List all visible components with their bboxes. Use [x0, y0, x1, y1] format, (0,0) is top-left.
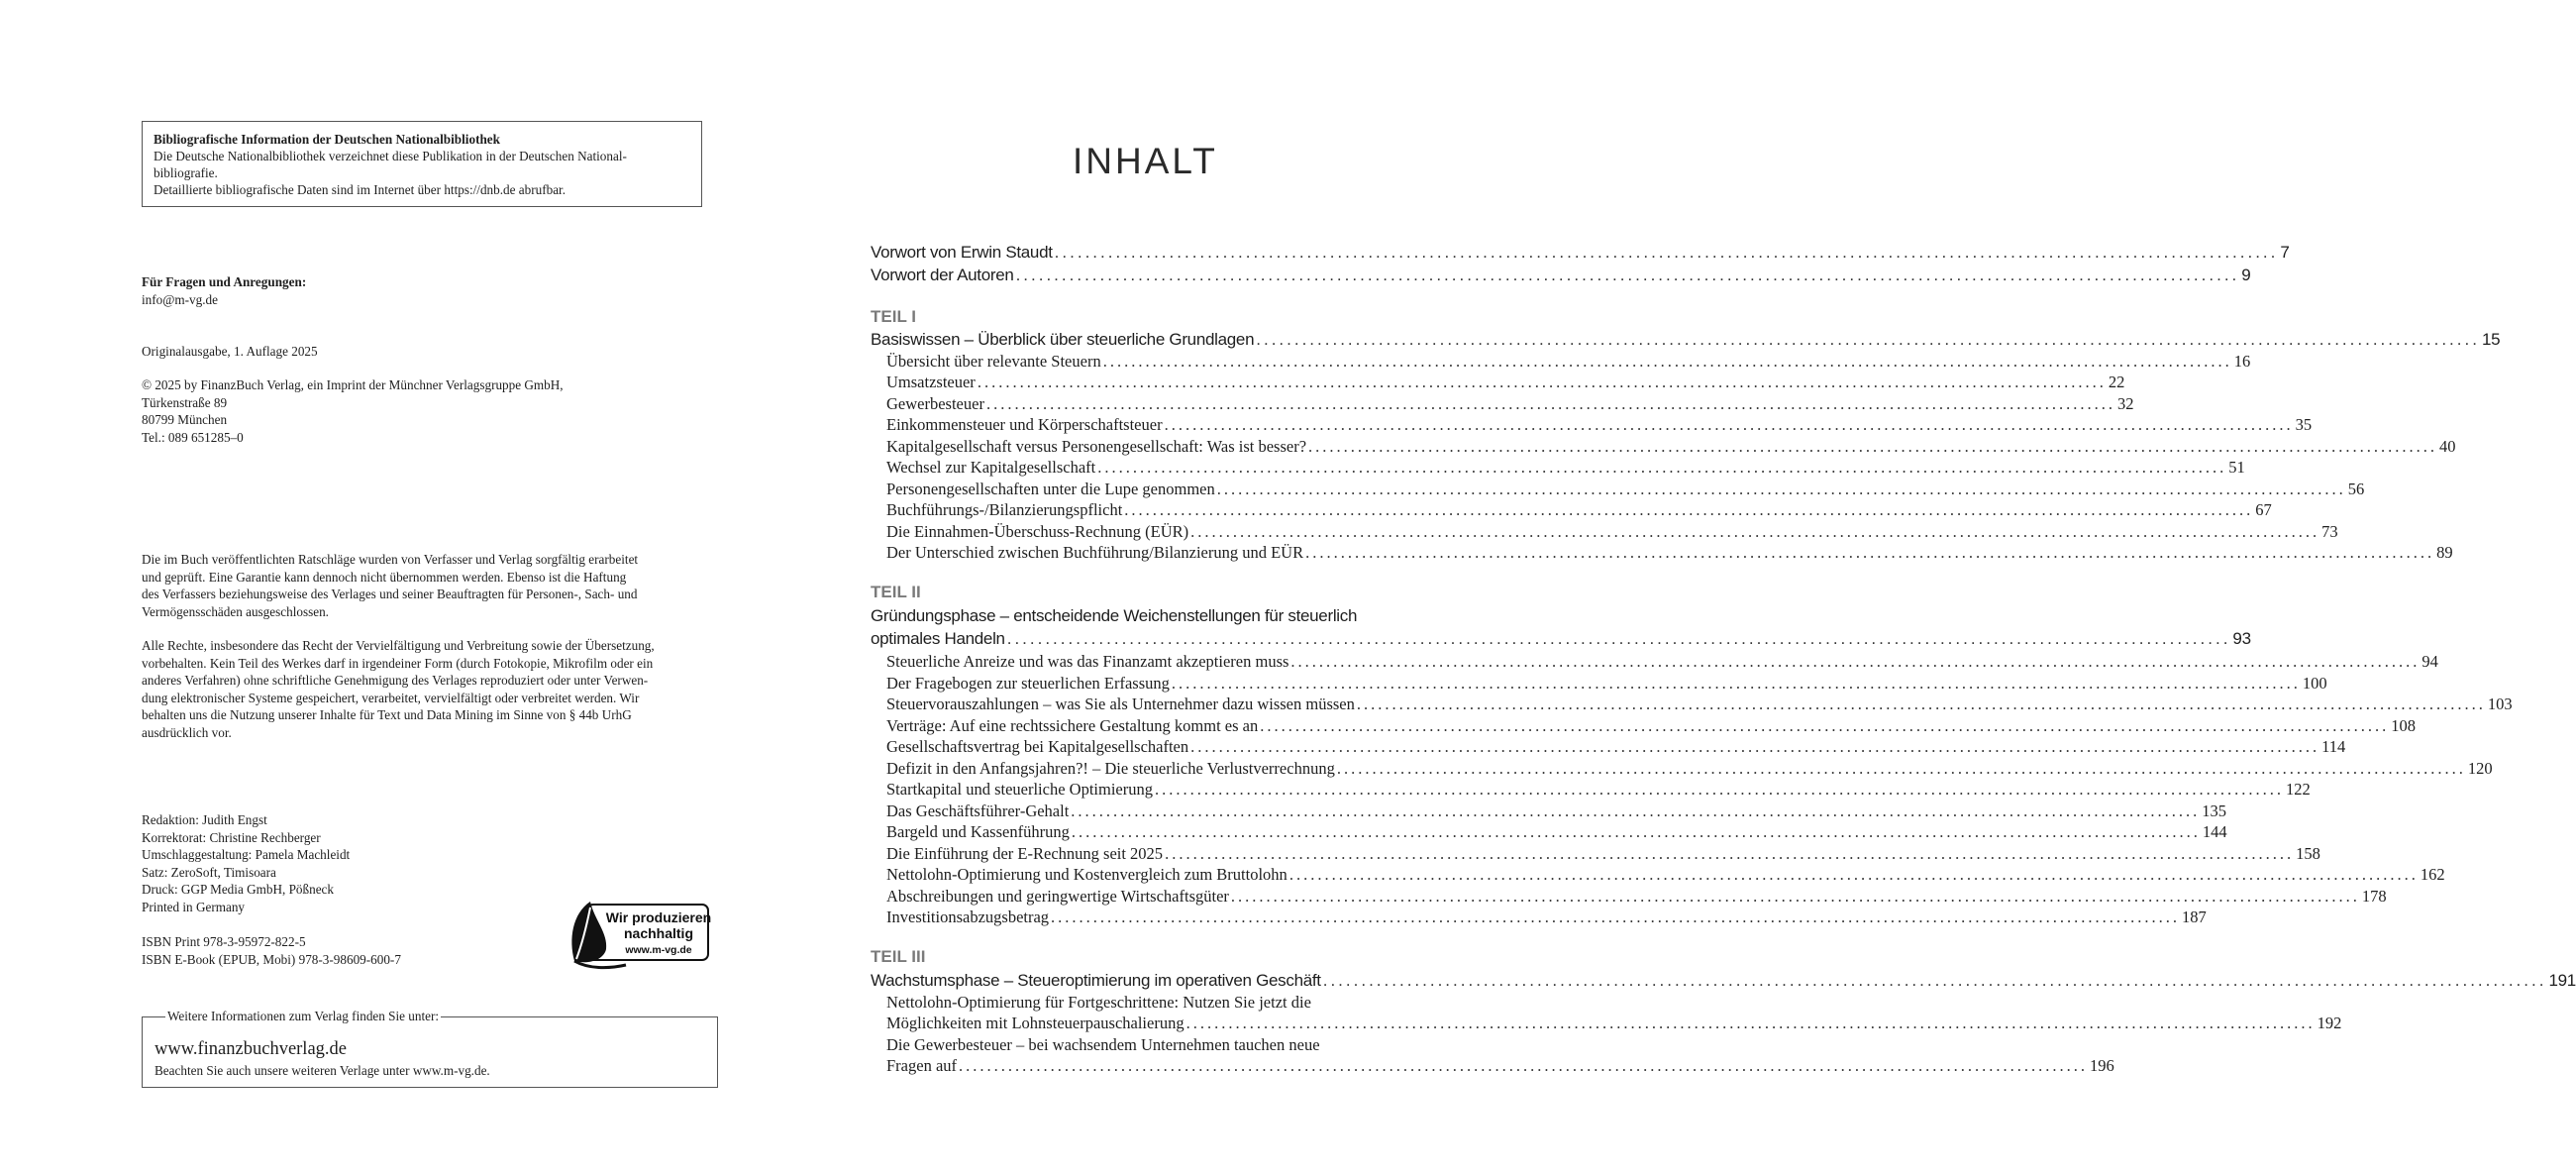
toc-entry-page: 7: [2280, 243, 2290, 262]
chapter-entry: [886, 674, 2327, 694]
chapter-title: Der Fragebogen zur steuerlichen Erfassung: [886, 674, 1170, 693]
toc-leader: ................................................................................................................................................................: [1260, 716, 2390, 735]
credits-line: Printed in Germany: [142, 899, 246, 914]
chapter-page: 192: [2317, 1014, 2342, 1032]
chapter-entry: [886, 887, 2387, 907]
chapter-page: 94: [2421, 652, 2438, 671]
chapter-title: Die Gewerbesteuer – bei wachsendem Unternehmen tauchen neue: [886, 1035, 1320, 1054]
credits-line: Druck: GGP Media GmbH, Pößneck: [142, 882, 335, 897]
chapter-entry: [886, 352, 2251, 372]
toc-leader: ................................................................................................................................................................: [1124, 500, 2254, 519]
rights-line: ausdrücklich vor.: [142, 724, 232, 740]
edition-text: Originalausgabe, 1. Auflage 2025: [142, 344, 318, 359]
chapter-title: Bargeld und Kassenführung: [886, 822, 1070, 841]
chapter-title: Investitionsabzugsbetrag: [886, 908, 1050, 926]
bibliographic-info-box: [142, 121, 702, 207]
toc-leader: ................................................................................................................................................................: [1054, 243, 2279, 262]
chapter-title: Gewerbesteuer: [886, 394, 984, 413]
chapter-page: 89: [2436, 543, 2453, 562]
chapter-page: 100: [2302, 674, 2327, 693]
chapter-page: 114: [2321, 737, 2346, 756]
chapter-entry: [886, 543, 2453, 563]
bibliographic-info-line: Detaillierte bibliografische Daten sind im Internet über https://dnb.de abrufbar.: [154, 182, 567, 197]
toc-title: INHALT: [1073, 141, 1218, 181]
rights-line: vorbehalten. Kein Teil des Werkes darf in irgendeiner Form (durch Fotokopie, Mikrofilm oder ein: [142, 655, 654, 671]
part-heading-title: Wachstumsphase – Steueroptimierung im operativen Geschäft: [871, 971, 1321, 990]
part-label: TEIL II: [871, 583, 921, 601]
badge-label: [604, 909, 713, 941]
toc-leader: ................................................................................................................................................................: [1051, 908, 2181, 926]
chapter-entry: [886, 759, 2493, 779]
toc-entry-title: Vorwort von Erwin Staudt: [871, 243, 1053, 262]
part-label: TEIL I: [871, 307, 916, 326]
toc-leader: ................................................................................................................................................................: [977, 373, 2107, 391]
chapter-page: 144: [2202, 822, 2227, 841]
chapter-title: Das Geschäftsführer-Gehalt: [886, 801, 1070, 820]
chapter-title: Buchführungs-/Bilanzierungspflicht: [886, 500, 1123, 519]
toc-leader: ................................................................................................................................................................: [1154, 780, 2284, 799]
rights-line: behalten uns die Nutzung unserer Inhalte für Text und Data Mining im Sinne von § 44b UrhG: [142, 707, 632, 722]
rights-line: anderes Verfahren) ohne schriftliche Genehmigung des Verlages reproduziert oder unter Verwen-: [142, 673, 649, 688]
part-heading-page: 15: [2481, 330, 2501, 349]
rights-block: [142, 637, 706, 741]
bibliographic-info-line: Die Deutsche Nationalbibliothek verzeichnet diese Publikation in der Deutschen National-: [154, 149, 627, 163]
part-label: TEIL III: [871, 947, 926, 966]
contact-title: Für Fragen und Anregungen:: [142, 274, 307, 289]
chapter-entry: [886, 865, 2445, 885]
chapter-entry: [886, 437, 2456, 457]
chapter-entry: [886, 822, 2227, 842]
copyright-line: © 2025 by FinanzBuch Verlag, ein Imprint der Münchner Verlagsgruppe GmbH,: [142, 377, 564, 392]
chapter-title: Startkapital und steuerliche Optimierung: [886, 780, 1153, 799]
toc-leader: ................................................................................................................................................................: [1322, 971, 2547, 990]
chapter-entry: [886, 1014, 2342, 1033]
chapter-entry: [886, 522, 2338, 542]
toc-leader: ................................................................................................................................................................: [1256, 330, 2480, 349]
toc-leader: ................................................................................................................................................................: [1165, 844, 2295, 863]
toc-leader: ................................................................................................................................................................: [1336, 759, 2466, 778]
credits-block: [142, 811, 350, 915]
disclaimer-line: Vermögensschäden ausgeschlossen.: [142, 603, 329, 619]
toc-leader: ................................................................................................................................................................: [1071, 822, 2201, 841]
chapter-page: 108: [2391, 716, 2416, 735]
toc-leader: ................................................................................................................................................................: [1190, 522, 2320, 541]
toc-entry-page: 9: [2241, 266, 2251, 284]
publisher-website: www.finanzbuchverlag.de: [155, 1039, 347, 1059]
chapter-title: Möglichkeiten mit Lohnsteuerpauschalierung: [886, 1014, 1185, 1032]
chapter-page: 51: [2228, 458, 2245, 477]
contact-block: [142, 273, 306, 308]
chapter-page: 158: [2296, 844, 2320, 863]
chapter-page: 196: [2090, 1056, 2114, 1075]
chapter-title: Gesellschaftsvertrag bei Kapitalgesellschaften: [886, 737, 1189, 756]
imprint-page: [0, 0, 792, 1175]
bibliographic-info-title: Bibliografische Information der Deutschen Nationalbibliothek: [154, 132, 500, 147]
toc-leader: ................................................................................................................................................................: [959, 1056, 2089, 1075]
chapter-entry: [886, 652, 2438, 672]
chapter-entry: [886, 780, 2311, 800]
credits-line: Redaktion: Judith Engst: [142, 812, 267, 827]
chapter-entry: [886, 500, 2272, 520]
toc-leader: ................................................................................................................................................................: [1230, 887, 2360, 906]
badge-line-1: Wir produzieren: [605, 909, 712, 925]
disclaimer-block: [142, 551, 706, 620]
isbn-block: [142, 933, 401, 968]
toc-leader: ................................................................................................................................................................: [1290, 652, 2421, 671]
chapter-entry: [886, 694, 2513, 714]
publisher-info-box: [142, 1009, 718, 1088]
chapter-page: 32: [2116, 394, 2134, 413]
toc-leader: ................................................................................................................................................................: [1015, 266, 2240, 284]
toc-leader: ................................................................................................................................................................: [1164, 415, 2294, 434]
chapter-title: Personengesellschaften unter die Lupe genommen: [886, 480, 1215, 498]
publisher-info-legend: Weitere Informationen zum Verlag finden Sie unter:: [167, 1009, 440, 1023]
chapter-page: 178: [2361, 887, 2387, 906]
chapter-entry: [886, 394, 2134, 414]
isbn-print: ISBN Print 978-3-95972-822-5: [142, 934, 306, 949]
toc-leader: ................................................................................................................................................................: [985, 394, 2115, 413]
chapter-title: Kapitalgesellschaft versus Personengesellschaft: Was ist besser?: [886, 437, 1307, 456]
part-heading: [871, 971, 2576, 991]
chapter-entry: [886, 1056, 2114, 1076]
part-heading: [871, 629, 2251, 649]
chapter-entry: [886, 480, 2365, 499]
credits-line: Umschlaggestaltung: Pamela Machleidt: [142, 847, 351, 862]
sustainability-badge: [568, 900, 718, 966]
chapter-page: 22: [2108, 373, 2125, 391]
copyright-line: 80799 München: [142, 412, 228, 427]
toc-leader: ................................................................................................................................................................: [1006, 629, 2231, 648]
rights-line: Alle Rechte, insbesondere das Recht der Vervielfältigung und Verbreitung sowie der Übersetzung,: [142, 638, 655, 653]
toc-leader: ................................................................................................................................................................: [1102, 352, 2232, 371]
disclaimer-line: und geprüft. Eine Garantie kann dennoch nicht übernommen werden. Ebenso ist die Haftung: [142, 569, 627, 585]
toc-leader: ................................................................................................................................................................: [1216, 480, 2346, 498]
chapter-entry: [886, 716, 2416, 736]
chapter-entry: [886, 415, 2313, 435]
toc-entry: [871, 266, 2251, 285]
chapter-page: 120: [2467, 759, 2493, 778]
chapter-page: 162: [2420, 865, 2445, 884]
badge-line-2: nachhaltig: [623, 925, 693, 941]
part-heading-title: Gründungsphase – entscheidende Weichenstellungen für steuerlich: [871, 606, 1358, 625]
part-heading-title: Basiswissen – Überblick über steuerliche Grundlagen: [871, 330, 1255, 349]
copyright-line: Tel.: 089 651285–0: [142, 429, 244, 445]
chapter-page: 187: [2182, 908, 2207, 926]
chapter-page: 103: [2487, 694, 2513, 713]
chapter-entry: [886, 908, 2207, 927]
disclaimer-line: des Verfassers beziehungsweise des Verlages und seiner Beauftragten für Personen-, Sach- und: [142, 587, 638, 601]
contact-email: info@m-vg.de: [142, 291, 218, 307]
toc-leader: ................................................................................................................................................................: [1305, 543, 2435, 562]
toc-leader: ................................................................................................................................................................: [1071, 801, 2201, 820]
part-heading-page: 93: [2232, 629, 2251, 648]
bibliographic-info-line: bibliografie.: [154, 165, 218, 180]
copyright-block: [142, 376, 564, 446]
chapter-title: Umsatzsteuer: [886, 373, 976, 391]
chapter-page: 122: [2285, 780, 2311, 799]
chapter-title: Einkommensteuer und Körperschaftsteuer: [886, 415, 1163, 434]
rights-line: dung elektronischer Systeme gespeichert, verarbeitet, vervielfältigt oder verbreitet werden. Wir: [142, 690, 640, 705]
chapter-title: Übersicht über relevante Steuern: [886, 352, 1101, 371]
chapter-title: Steuervorauszahlungen – was Sie als Unternehmer dazu wissen müssen: [886, 694, 1355, 713]
chapter-title: Nettolohn-Optimierung für Fortgeschrittene: Nutzen Sie jetzt die: [886, 993, 1311, 1012]
chapter-title: Steuerliche Anreize und was das Finanzamt akzeptieren muss: [886, 652, 1289, 671]
chapter-title: Verträge: Auf eine rechtssichere Gestaltung kommt es an: [886, 716, 1259, 735]
part-heading-page: 191: [2548, 971, 2576, 990]
publisher-note: Beachten Sie auch unsere weiteren Verlage unter www.m-vg.de.: [155, 1063, 490, 1078]
chapter-title: Defizit in den Anfangsjahren?! – Die steuerliche Verlustverrechnung: [886, 759, 1335, 778]
chapter-page: 16: [2233, 352, 2251, 371]
chapter-title: Wechsel zur Kapitalgesellschaft: [886, 458, 1096, 477]
chapter-title: Die Einnahmen-Überschuss-Rechnung (EÜR): [886, 522, 1189, 541]
chapter-page: 40: [2439, 437, 2456, 456]
toc-leader: ................................................................................................................................................................: [1097, 458, 2227, 477]
toc-entry-title: Vorwort der Autoren: [871, 266, 1014, 284]
toc-leader: ................................................................................................................................................................: [1185, 1014, 2316, 1032]
toc-entry: [871, 243, 2290, 263]
part-heading-title: optimales Handeln: [871, 629, 1005, 648]
toc-leader: ................................................................................................................................................................: [1171, 674, 2301, 693]
toc-leader: ................................................................................................................................................................: [1288, 865, 2419, 884]
chapter-entry: [886, 801, 2227, 821]
chapter-title: Die Einführung der E-Rechnung seit 2025: [886, 844, 1164, 863]
badge-url: www.m-vg.de: [625, 944, 692, 956]
toc-page: [792, 0, 2576, 1175]
chapter-entry: [886, 458, 2245, 478]
chapter-title: Abschreibungen und geringwertige Wirtschaftsgüter: [886, 887, 1229, 906]
chapter-entry: [886, 737, 2346, 757]
isbn-ebook: ISBN E-Book (EPUB, Mobi) 978-3-98609-600-7: [142, 951, 401, 967]
chapter-page: 35: [2295, 415, 2313, 434]
toc-leader: ................................................................................................................................................................: [1190, 737, 2320, 756]
chapter-title: Nettolohn-Optimierung und Kostenvergleich zum Bruttolohn: [886, 865, 1288, 884]
chapter-page: 56: [2347, 480, 2365, 498]
chapter-entry: [886, 844, 2320, 864]
chapter-page: 135: [2202, 801, 2227, 820]
edition-line: [142, 343, 318, 361]
toc-leader: ................................................................................................................................................................: [1356, 694, 2486, 713]
toc-leader: ................................................................................................................................................................: [1308, 437, 2438, 456]
chapter-entry: [886, 373, 2125, 392]
credits-line: Korrektorat: Christine Rechberger: [142, 829, 321, 845]
disclaimer-line: Die im Buch veröffentlichten Ratschläge wurden von Verfasser und Verlag sorgfältig erarbeitet: [142, 552, 639, 567]
credits-line: Satz: ZeroSoft, Timisoara: [142, 864, 276, 880]
chapter-title: Fragen auf: [886, 1056, 958, 1075]
part-heading: [871, 330, 2501, 350]
chapter-page: 67: [2255, 500, 2272, 519]
chapter-page: 73: [2321, 522, 2338, 541]
chapter-title: Der Unterschied zwischen Buchführung/Bilanzierung und EÜR: [886, 543, 1304, 562]
copyright-line: Türkenstraße 89: [142, 394, 228, 410]
